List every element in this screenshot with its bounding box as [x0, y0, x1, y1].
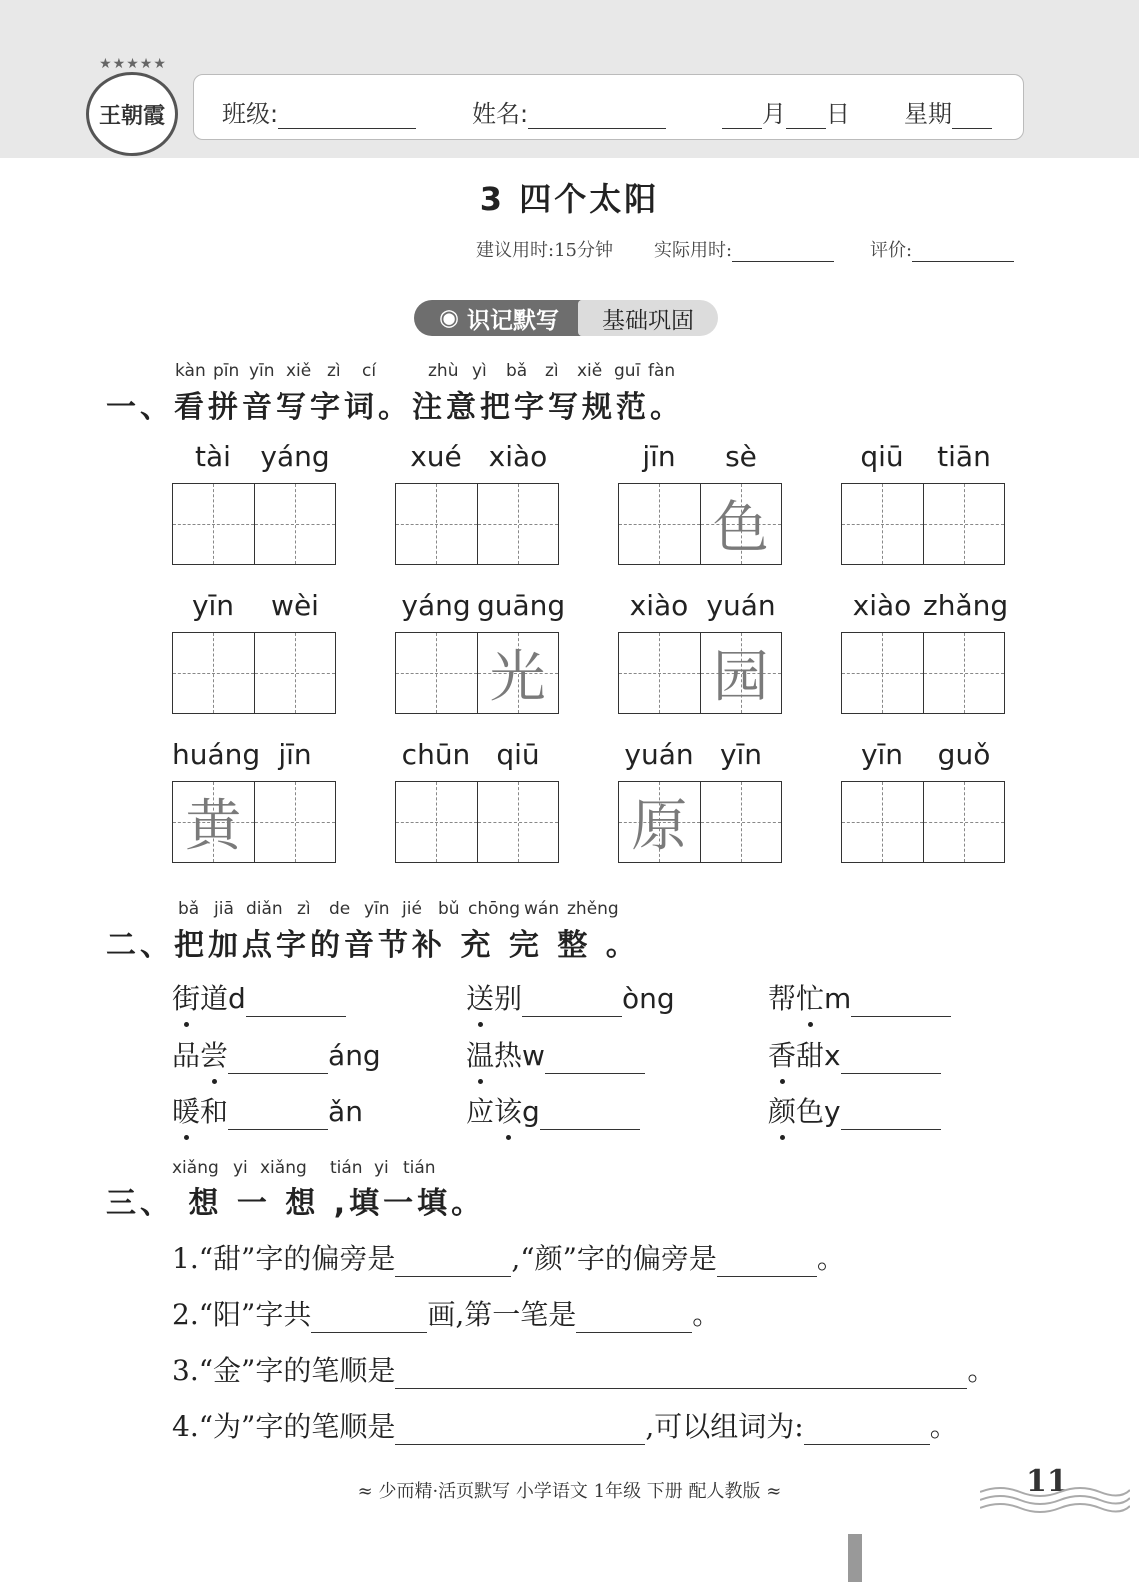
syllable: yuán	[624, 738, 694, 771]
s3-pinyin-0: xiǎng	[172, 1158, 219, 1178]
s1-pinyin-4: zì	[327, 361, 341, 381]
date-field[interactable]	[722, 94, 850, 129]
writing-cell[interactable]	[923, 782, 1005, 862]
s3-pinyin-2: xiǎng	[260, 1158, 307, 1178]
class-label: 班级:	[222, 100, 279, 128]
writing-cell[interactable]	[619, 782, 700, 862]
tianzi-box	[841, 483, 1005, 565]
syllable: huáng	[172, 738, 261, 771]
syllable: xiào	[488, 440, 548, 473]
writing-cell[interactable]	[842, 782, 923, 862]
syllable-prefix: x	[824, 1039, 841, 1072]
word-pinyin	[838, 589, 1008, 622]
syllable-blank[interactable]	[246, 990, 346, 1017]
s2-pinyin-0: bǎ	[178, 899, 200, 919]
syllable-blank[interactable]	[228, 1103, 328, 1130]
word-pinyin	[169, 440, 339, 473]
syllable-blank[interactable]	[522, 990, 622, 1017]
medal-icon: ◉	[438, 305, 460, 331]
item-word: 温热	[466, 1039, 522, 1072]
syllable-suffix: áng	[328, 1039, 381, 1072]
syllable-item	[768, 1090, 941, 1130]
class-field[interactable]	[222, 94, 416, 129]
binding-marker	[848, 1534, 862, 1582]
tianzi-box	[618, 632, 782, 714]
logo-stars: ★★★★★	[99, 56, 167, 72]
question-1	[172, 1237, 845, 1277]
syllable: jīn	[278, 738, 312, 771]
q1-text-b: ,“颜”字的偏旁是	[511, 1242, 717, 1275]
syllable: yīn	[719, 738, 763, 771]
s2-pinyin-1: jiā	[214, 899, 234, 919]
item-word: 暖和	[172, 1095, 228, 1128]
item-word: 街道	[172, 982, 228, 1015]
syllable-item	[172, 1090, 363, 1130]
s1-pinyin-11: guī	[614, 361, 641, 381]
word-pinyin	[615, 589, 785, 622]
suggested-time: 建议用时:15分钟	[476, 240, 613, 261]
item-word: 送别	[466, 982, 522, 1015]
tianzi-box	[172, 781, 336, 863]
s2-pinyin-10: zhěng	[567, 899, 619, 919]
syllable: yáng	[401, 589, 471, 622]
tianzi-box	[395, 632, 559, 714]
q1-blank-2[interactable]	[717, 1250, 817, 1277]
month-label: 月	[762, 100, 786, 128]
writing-cell[interactable]	[477, 782, 559, 862]
syllable-item	[768, 977, 951, 1017]
q2-text-b: 画,第一笔是	[427, 1298, 577, 1331]
weekday-field[interactable]	[904, 94, 992, 129]
writing-cell[interactable]	[700, 484, 782, 564]
day-label: 日	[826, 100, 850, 128]
item-word: 颜色	[768, 1095, 824, 1128]
tianzi-box	[618, 483, 782, 565]
syllable: wèi	[271, 589, 319, 622]
tianzi-box	[395, 483, 559, 565]
q3-blank[interactable]	[395, 1362, 967, 1389]
syllable-blank[interactable]	[540, 1103, 640, 1130]
section3-pinyin	[0, 1158, 1139, 1178]
syllable-blank[interactable]	[228, 1047, 328, 1074]
q2-blank-1[interactable]	[311, 1306, 427, 1333]
question-2	[172, 1293, 720, 1333]
syllable: guāng	[477, 589, 566, 622]
syllable-prefix: w	[522, 1039, 545, 1072]
syllable: jīn	[642, 440, 676, 473]
s2-pinyin-9: wán	[524, 899, 560, 919]
item-word: 香甜	[768, 1039, 824, 1072]
weekday-label: 星期	[904, 100, 952, 128]
word-pinyin	[615, 440, 785, 473]
q4-text-b: ,可以组词为:	[645, 1410, 804, 1443]
writing-cell[interactable]	[477, 484, 559, 564]
q4-text-a: 4.“为”字的笔顺是	[172, 1410, 396, 1443]
word-pinyin	[169, 589, 339, 622]
writing-cell[interactable]	[619, 633, 700, 713]
rating-label: 评价:	[870, 240, 913, 261]
s2-pinyin-7: bǔ	[438, 899, 460, 919]
writing-cell[interactable]	[254, 484, 336, 564]
section1-heading: 一、看拼音写字词。注意把字写规范。	[106, 390, 684, 425]
s1-pinyin-6: zhù	[428, 361, 459, 381]
word-pinyin	[392, 440, 562, 473]
section2-pinyin	[0, 899, 1139, 919]
syllable-item	[172, 977, 346, 1017]
s2-pinyin-8: chōng	[468, 899, 521, 919]
s1-pinyin-5: cí	[362, 361, 377, 381]
hint-character: 原	[631, 794, 688, 859]
syllable: chūn	[401, 738, 471, 771]
badge-left-label: 识记默写	[467, 307, 560, 334]
q2-blank-2[interactable]	[576, 1306, 692, 1333]
writing-cell[interactable]	[173, 782, 254, 862]
hint-character: 光	[489, 645, 546, 710]
section1-pinyin	[0, 361, 1139, 381]
logo-text: 王朝霞	[98, 102, 165, 129]
actual-time-field[interactable]	[654, 236, 834, 262]
s2-pinyin-3: zì	[297, 899, 311, 919]
syllable-item	[466, 1090, 640, 1130]
word-pinyin	[615, 738, 785, 771]
syllable: qiū	[860, 440, 904, 473]
syllable: xué	[410, 440, 462, 473]
syllable-suffix: òng	[622, 982, 675, 1015]
q2-text-a: 2.“阳”字共	[172, 1298, 312, 1331]
s1-pinyin-7: yì	[472, 361, 487, 381]
s1-pinyin-12: fàn	[648, 361, 676, 381]
footer-series: ≈ 少而精·活页默写 小学语文 1年级 下册 配人教版 ≈	[357, 1481, 782, 1502]
item-word: 帮忙	[768, 982, 824, 1015]
s3-pinyin-3: tián	[330, 1158, 363, 1178]
writing-cell[interactable]	[173, 484, 254, 564]
name-field[interactable]	[472, 94, 666, 129]
s1-pinyin-9: zì	[545, 361, 559, 381]
s1-pinyin-0: kàn	[175, 361, 206, 381]
word-pinyin	[392, 589, 566, 622]
syllable: qiū	[496, 738, 540, 771]
word-pinyin	[169, 738, 339, 771]
writing-cell[interactable]	[700, 782, 782, 862]
s1-pinyin-10: xiě	[577, 361, 603, 381]
syllable: zhǎng	[923, 589, 1009, 622]
tianzi-box	[841, 781, 1005, 863]
section2-heading: 二、把加点字的音节补 充 完 整 。	[106, 928, 640, 963]
actual-time-label: 实际用时:	[654, 240, 733, 261]
q1-blank-1[interactable]	[395, 1250, 511, 1277]
writing-cell[interactable]	[396, 484, 477, 564]
syllable: yīn	[860, 738, 904, 771]
hint-character: 黄	[185, 794, 242, 859]
s1-pinyin-8: bǎ	[506, 361, 528, 381]
syllable: yīn	[191, 589, 235, 622]
writing-cell[interactable]	[396, 633, 477, 713]
s3-pinyin-1: yi	[233, 1158, 248, 1178]
rating-field[interactable]	[870, 236, 1014, 262]
page-number: 11	[1026, 1464, 1068, 1499]
q3-text-a: 3.“金”字的笔顺是	[172, 1354, 396, 1387]
publisher-logo	[86, 72, 178, 156]
s3-pinyin-5: tián	[403, 1158, 436, 1178]
word-pinyin	[392, 738, 562, 771]
item-word: 品尝	[172, 1039, 228, 1072]
lesson-title: 3 四个太阳	[479, 180, 660, 218]
syllable-blank[interactable]	[841, 1047, 941, 1074]
q4-blank-2[interactable]	[804, 1418, 930, 1445]
question-3	[172, 1349, 995, 1389]
syllable-prefix: m	[824, 982, 852, 1015]
syllable-blank[interactable]	[841, 1103, 941, 1130]
question-4	[172, 1405, 958, 1445]
syllable-item	[768, 1034, 941, 1074]
writing-cell[interactable]	[923, 633, 1005, 713]
s3-pinyin-4: yi	[374, 1158, 389, 1178]
word-pinyin	[838, 440, 1008, 473]
syllable-blank[interactable]	[545, 1047, 645, 1074]
syllable: xiào	[852, 589, 912, 622]
syllable-suffix: ǎn	[328, 1095, 363, 1128]
s2-pinyin-5: yīn	[364, 899, 390, 919]
s1-pinyin-1: pīn	[213, 361, 240, 381]
s2-pinyin-2: diǎn	[246, 899, 283, 919]
syllable: tiān	[937, 440, 991, 473]
tianzi-box	[172, 632, 336, 714]
q1-end: 。	[816, 1242, 845, 1275]
tianzi-box	[172, 483, 336, 565]
s2-pinyin-4: de	[329, 899, 351, 919]
syllable-prefix: y	[824, 1095, 841, 1128]
writing-cell[interactable]	[619, 484, 700, 564]
tianzi-box	[841, 632, 1005, 714]
writing-cell[interactable]	[396, 782, 477, 862]
wave-decoration-icon	[980, 1484, 1130, 1514]
badge-right-label: 基础巩固	[602, 307, 694, 334]
word-pinyin	[838, 738, 1008, 771]
syllable-prefix: d	[228, 982, 246, 1015]
syllable: yuán	[706, 589, 776, 622]
q4-blank-1[interactable]	[395, 1418, 645, 1445]
writing-cell[interactable]	[254, 782, 336, 862]
q1-text-a: 1.“甜”字的偏旁是	[172, 1242, 396, 1275]
syllable: yáng	[260, 440, 330, 473]
writing-cell[interactable]	[477, 633, 559, 713]
tianzi-box	[618, 781, 782, 863]
section-badge-right	[578, 300, 718, 336]
writing-cell[interactable]	[254, 633, 336, 713]
writing-cell[interactable]	[842, 633, 923, 713]
writing-cell[interactable]	[842, 484, 923, 564]
q4-end: 。	[929, 1410, 958, 1443]
section-badge-left	[414, 300, 584, 336]
syllable: sè	[725, 440, 757, 473]
hint-character: 园	[712, 645, 769, 710]
syllable-item	[172, 1034, 381, 1074]
syllable: tài	[195, 440, 231, 473]
writing-cell[interactable]	[700, 633, 782, 713]
s1-pinyin-3: xiě	[286, 361, 312, 381]
item-word: 应该	[466, 1095, 522, 1128]
syllable-item	[466, 977, 675, 1017]
writing-cell[interactable]	[923, 484, 1005, 564]
q2-end: 。	[692, 1298, 721, 1331]
name-label: 姓名:	[472, 100, 529, 128]
syllable: guǒ	[937, 738, 991, 771]
tianzi-box	[395, 781, 559, 863]
syllable-item	[466, 1034, 645, 1074]
q3-end: 。	[967, 1354, 996, 1387]
s1-pinyin-2: yīn	[249, 361, 275, 381]
syllable-blank[interactable]	[851, 990, 951, 1017]
s2-pinyin-6: jié	[402, 899, 422, 919]
syllable-prefix: g	[522, 1095, 540, 1128]
writing-cell[interactable]	[173, 633, 254, 713]
syllable: xiào	[629, 589, 689, 622]
section3-heading: 三、 想 一 想 ,填一填。	[106, 1186, 486, 1221]
hint-character: 色	[712, 496, 769, 561]
